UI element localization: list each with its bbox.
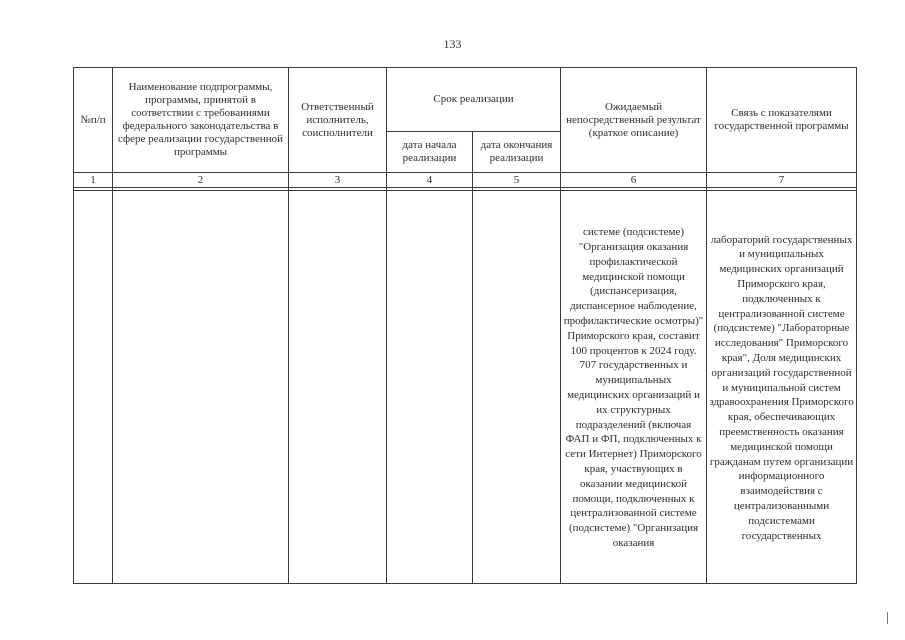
table-row (74, 191, 857, 584)
column-number-6: 6 (561, 173, 707, 188)
program-table (73, 67, 857, 584)
cell-end-date (473, 191, 561, 584)
column-number-1: 1 (74, 173, 113, 188)
cell-expected-result: системе (подсистеме) "Организация оказания профилактической медицинской помощи (диспансеризация, диспансерное наблюдение, профилактические осмотры)" Приморского края, составит 100 процентов к 2024 году. 707 государственных и муниципальных медицинских организаций и их структурных подразделений (включая ФАП и ФП, подключенных к сети Интернет) Приморского края, участвующих в оказании медицинской помощи, подключенных к централизованной системе (подсистеме) "Организация оказания (561, 191, 707, 584)
cell-indicator-link: лабораторий государственных и муниципальных медицинских организаций Приморского края, подключенных к централизованной системе (подсистеме) "Лабораторные исследования" Приморского края", Доля медицинских организаций государственной и муниципальной систем здравоохранения Приморского края, обеспечивающих преемственность оказания медицинской помощи гражданам путем организации информационного взаимодействия с централизованными подсистемами государственных (707, 191, 857, 584)
page-number: 133 (443, 37, 462, 51)
column-number-3: 3 (289, 173, 387, 188)
cell-number (74, 191, 113, 584)
column-number-5: 5 (473, 173, 561, 188)
header-program-name: Наименование подпрограммы, программы, принятой в соответствии с требованиями федерального законодательства в сфере реализации государственной программы (113, 68, 289, 173)
header-end-date: дата окончания реализации (473, 132, 561, 173)
header-start-date: дата начала реализации (387, 132, 473, 173)
cell-program-name (113, 191, 289, 584)
column-number-7: 7 (707, 173, 857, 188)
scan-edge-mark (887, 612, 888, 624)
cell-start-date (387, 191, 473, 584)
column-number-4: 4 (387, 173, 473, 188)
header-indicator-link: Связь с показателями государственной программы (707, 68, 857, 173)
header-number: №п/п (74, 68, 113, 173)
column-number-2: 2 (113, 173, 289, 188)
cell-executor (289, 191, 387, 584)
header-expected-result: Ожидаемый непосредственный результат (краткое описание) (561, 68, 707, 173)
header-executor: Ответственный исполнитель, соисполнители (289, 68, 387, 173)
header-period: Срок реализации (387, 68, 561, 132)
